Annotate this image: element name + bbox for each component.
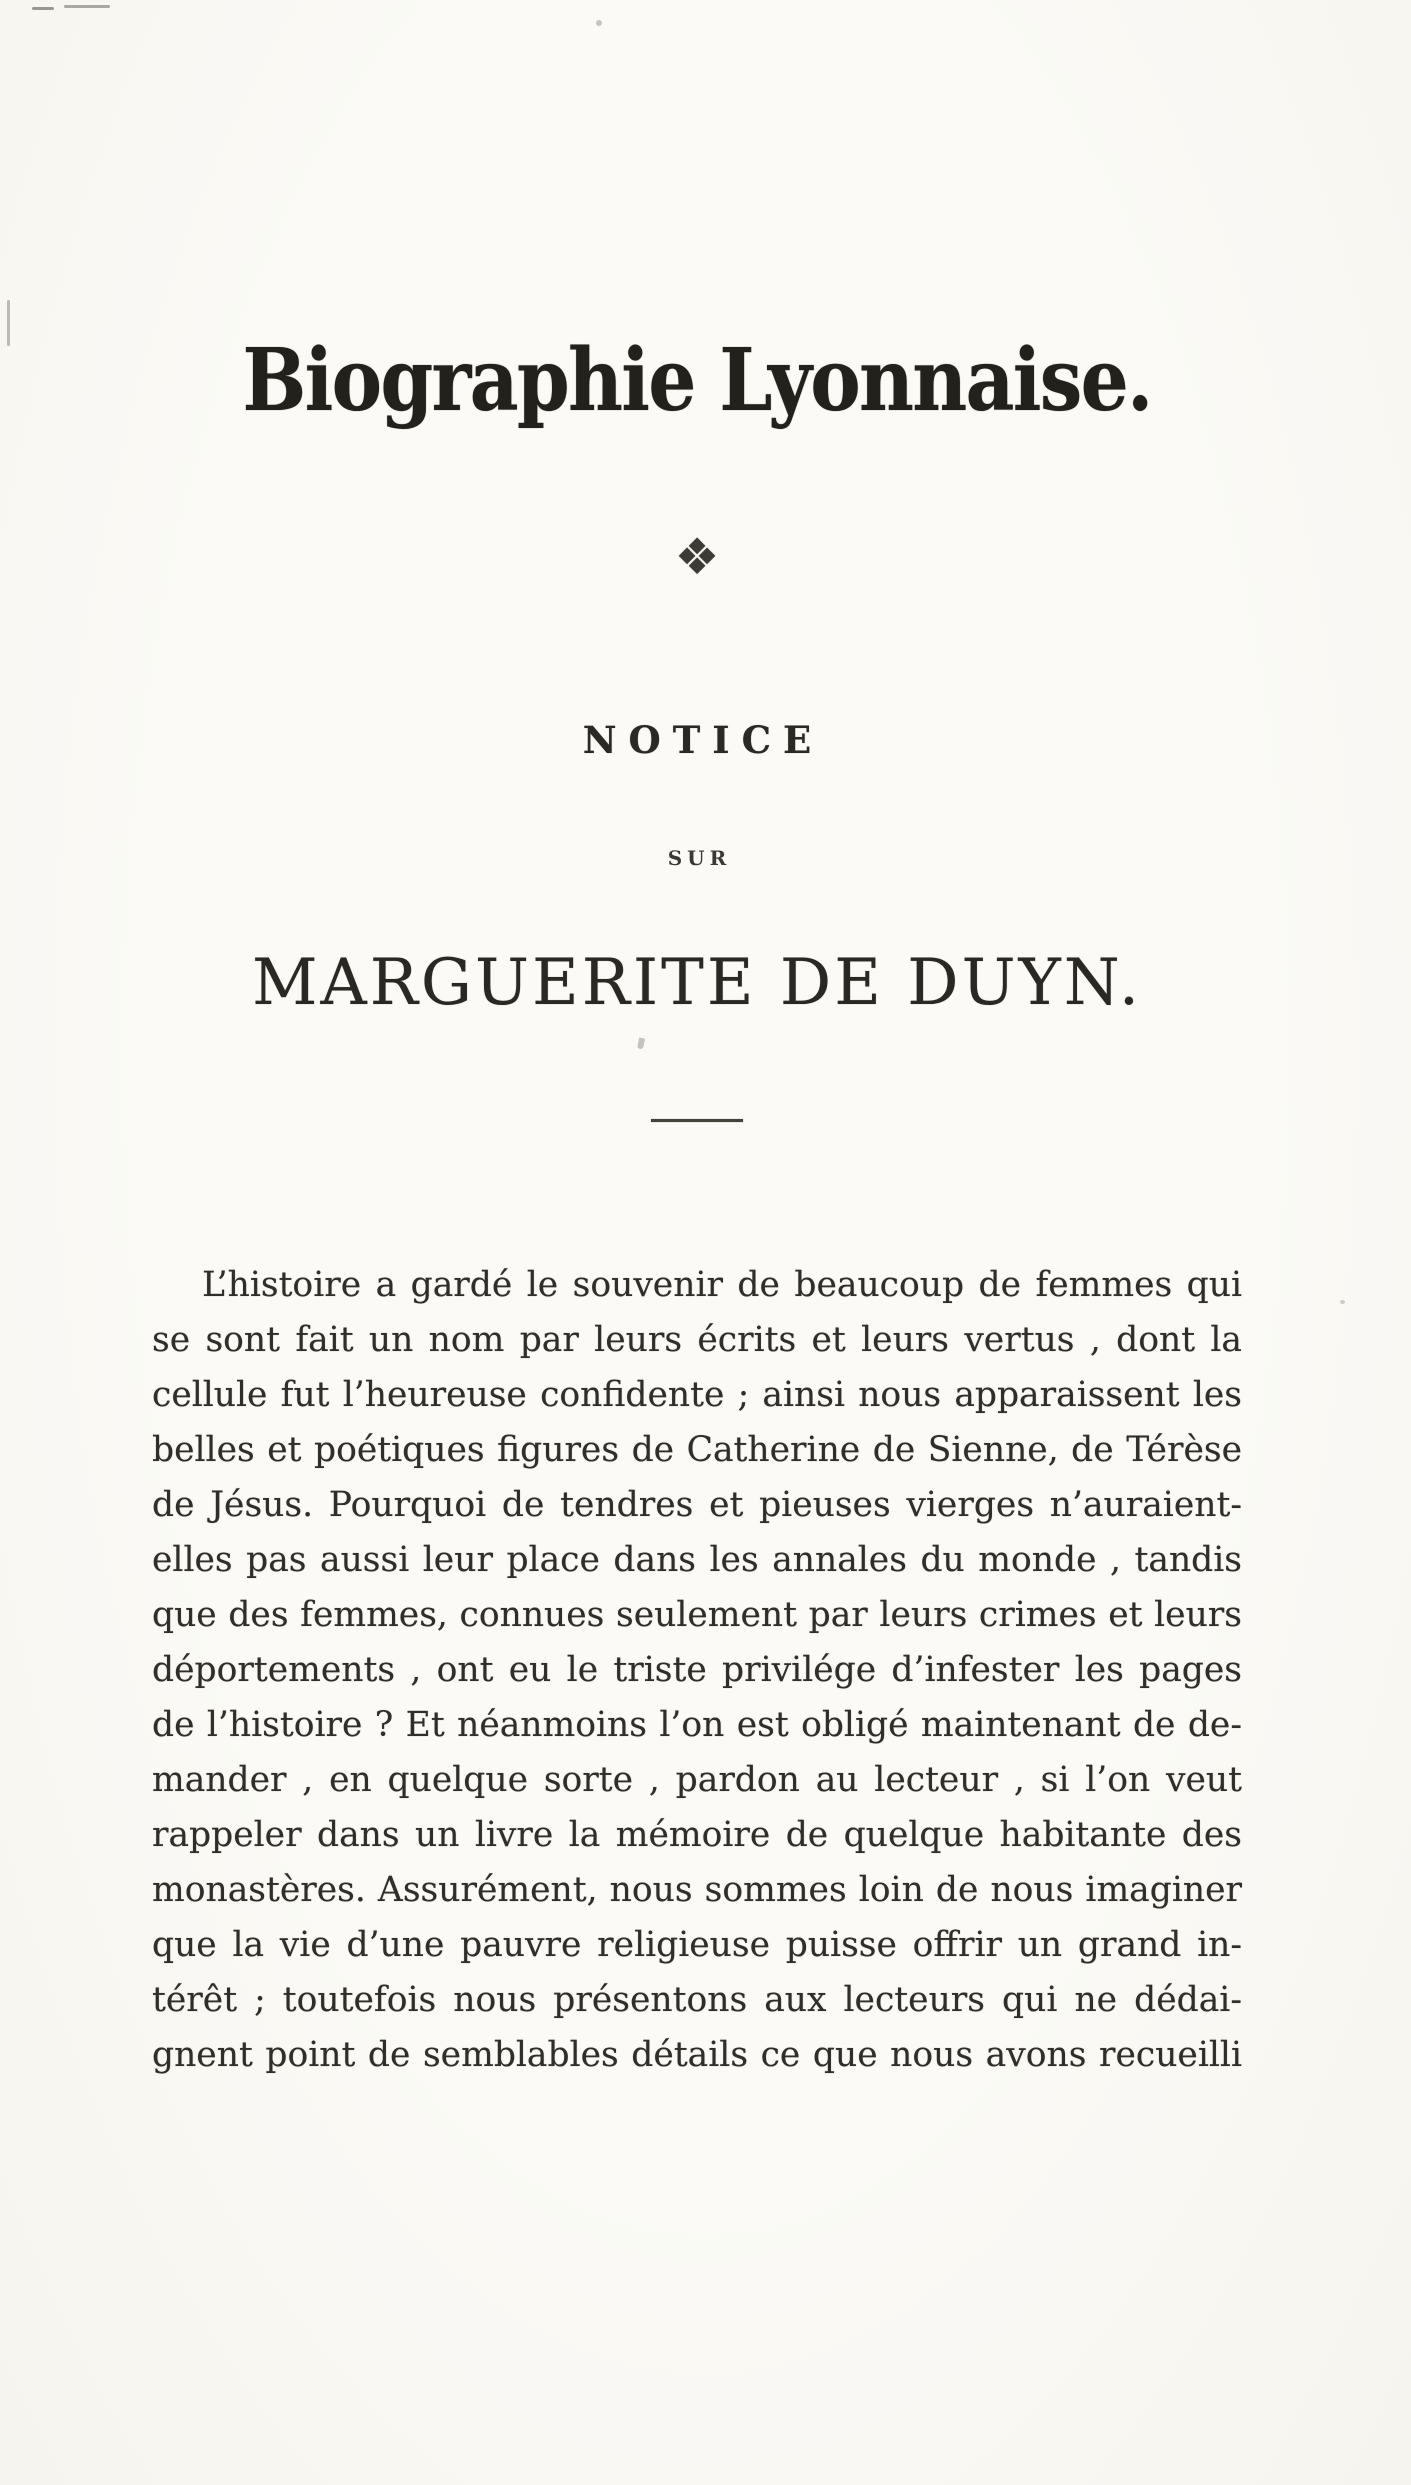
text-line: cellule fut l’heureuse confidente ; ainsi nous apparaissent les xyxy=(152,1375,1242,1415)
body-paragraph xyxy=(152,1258,1242,2083)
sur-subheading: SUR xyxy=(667,846,732,870)
text-line: mander , en quelque sorte , pardon au lecteur , si l’on veut xyxy=(152,1760,1242,1800)
text-line: de l’histoire ? Et néanmoins l’on est obligé maintenant de de- xyxy=(152,1705,1242,1745)
section-divider-wrap xyxy=(152,1119,1242,1122)
text-line: se sont fait un nom par leurs écrits et leurs vertus , dont la xyxy=(152,1320,1242,1360)
text-line: que des femmes, connues seulement par leurs crimes et leurs xyxy=(152,1595,1242,1635)
text-line: belles et poétiques figures de Catherine de Sienne, de Térèse xyxy=(152,1430,1242,1470)
text-line: que la vie d’une pauvre religieuse puisse offrir un grand in- xyxy=(152,1925,1242,1965)
text-line: elles pas aussi leur place dans les annales du monde , tandis xyxy=(152,1540,1242,1580)
text-line: monastères. Assurément, nous sommes loin de nous imaginer xyxy=(152,1870,1242,1910)
scan-artifact-speck xyxy=(1340,1300,1345,1304)
text-line: gnent point de semblables détails ce que nous avons recueilli xyxy=(152,2035,1242,2075)
subject-title: MARGUERITE DE DUYN. xyxy=(251,946,1143,1020)
text-line: L’histoire a gardé le souvenir de beaucoup de femmes qui xyxy=(202,1265,1242,1305)
text-line: de Jésus. Pourquoi de tendres et pieuses vierges n’auraient- xyxy=(152,1485,1242,1525)
section-divider-rule xyxy=(651,1119,743,1122)
scan-artifact-dash xyxy=(64,5,110,8)
text-line: rappeler dans un livre la mémoire de quelque habitante des xyxy=(152,1815,1242,1855)
text-line: térêt ; toutefois nous présentons aux lecteurs qui ne dédai- xyxy=(152,1980,1242,2020)
text-line: déportements , ont eu le triste privilége d’infester les pages xyxy=(152,1650,1242,1690)
fleuron-ornament-icon: ❖ xyxy=(674,528,720,586)
notice-heading: NOTICE xyxy=(582,718,824,762)
scan-artifact-tick xyxy=(7,300,10,346)
scan-artifact-speck xyxy=(637,1037,645,1049)
scan-artifact-speck xyxy=(596,20,602,26)
series-title: Biographie Lyonnaise. xyxy=(242,330,1152,431)
scan-artifact-dash xyxy=(32,7,54,10)
